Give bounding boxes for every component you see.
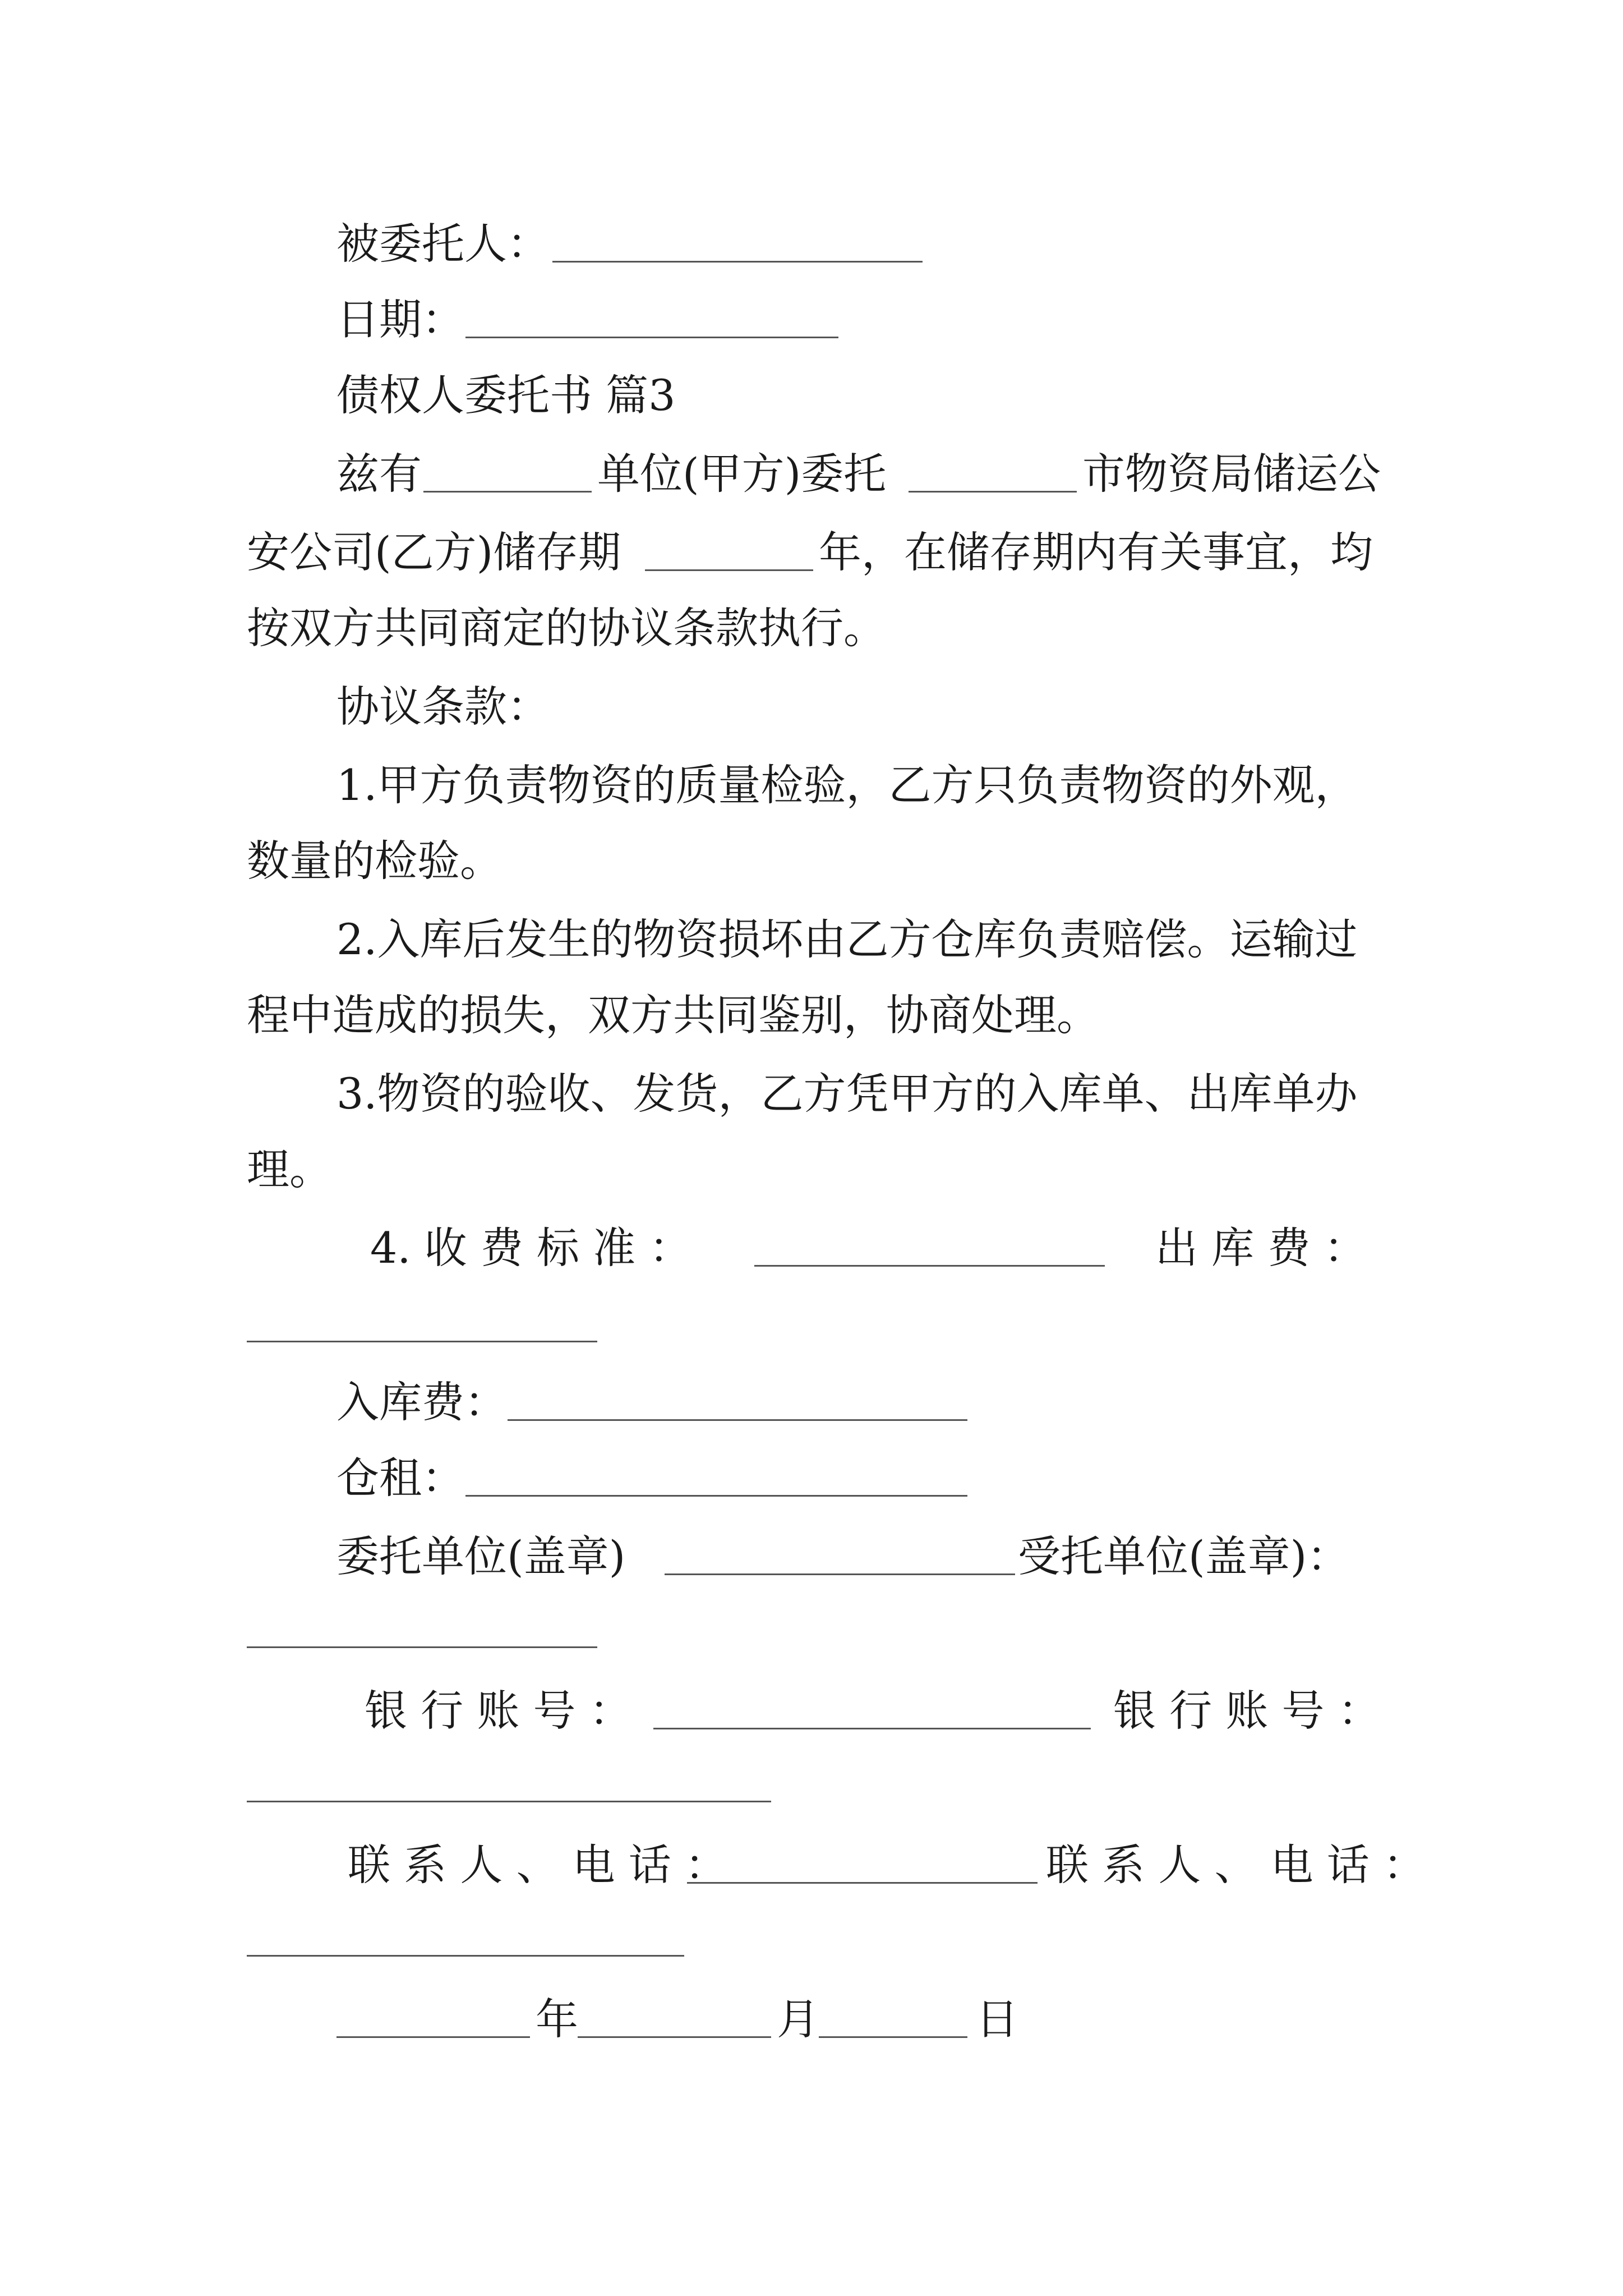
contact-line: [0, 1832, 1623, 1899]
storage-rent-label: 仓租：: [336, 1453, 464, 1503]
intro-line-3: [0, 595, 1623, 662]
term-3-text-1: 3.物资的验收、发货，乙方凭甲方的入库单、出库单办: [336, 1069, 1358, 1119]
city-blank: [909, 491, 1077, 493]
term-1-line-1: [0, 752, 1623, 819]
date-label: 日期：: [336, 295, 464, 344]
date-line: [0, 286, 1623, 353]
term-3-line-2: [0, 1136, 1623, 1203]
storage-rent-blank: [465, 1495, 967, 1497]
term-1-text-1: 1.甲方负责物资的质量检验，乙方只负责物资的外观，: [336, 760, 1358, 810]
trustee-line: [0, 210, 1623, 278]
term-3-text-2: 理。: [247, 1144, 332, 1194]
trustee-blank: [552, 261, 923, 263]
contact-label-1: 联 系 人 、 电 话 ：: [348, 1840, 727, 1890]
intro-text-1b: 单位(甲方)委托: [597, 449, 887, 499]
term-1-line-2: [0, 827, 1623, 895]
date-signature-line: [0, 1986, 1623, 2053]
storage-rent-line: [0, 1444, 1623, 1512]
principal-unit-blank: [423, 491, 592, 493]
year-label: 年: [536, 1994, 578, 2044]
terms-title: 协议条款：: [336, 682, 550, 731]
outbound-fee-blank: [247, 1341, 597, 1342]
fee-standard-blank: [754, 1265, 1105, 1267]
terms-title-line: [0, 673, 1623, 740]
bank-account-blank-1: [653, 1728, 1091, 1729]
outbound-fee-label: 出 库 费 ：: [1155, 1223, 1367, 1273]
section-heading-line: [0, 362, 1623, 429]
month-blank: [578, 2036, 771, 2038]
trustee-label: 被委托人：: [336, 219, 550, 269]
term-2-line-2: [0, 982, 1623, 1049]
intro-text-2a: 安公司(乙方)储存期: [247, 527, 621, 577]
bank-account-blank-2: [247, 1801, 771, 1802]
fee-standard-label: 4. 收 费 标 准 ：: [370, 1223, 692, 1273]
intro-text-1a: 兹有: [336, 449, 422, 499]
term-3-line-1: [0, 1060, 1623, 1128]
principal-unit-label: 委托单位(盖章): [336, 1531, 626, 1581]
inbound-fee-blank: [508, 1419, 967, 1421]
intro-text-3: 按双方共同商定的协议条款执行。: [247, 603, 886, 653]
day-label: 日: [976, 1994, 1018, 2044]
bank-account-label-1: 银 行 账 号 ：: [365, 1686, 632, 1736]
term-1-text-2: 数量的检验。: [247, 836, 502, 886]
bank-account-label-2: 银 行 账 号 ：: [1113, 1686, 1381, 1736]
intro-text-2b: 年，在储存期内有关事宜，均: [819, 527, 1373, 577]
section-heading: 债权人委托书 篇3: [336, 370, 676, 420]
year-blank: [336, 2036, 530, 2038]
principal-unit-seal-blank: [665, 1573, 1015, 1575]
date-blank: [465, 337, 838, 338]
agent-unit-label: 受托单位(盖章)：: [1018, 1531, 1350, 1581]
intro-line-1: [0, 440, 1623, 508]
bank-account-line: [0, 1677, 1623, 1745]
units-line: [0, 1523, 1623, 1590]
month-label: 月: [777, 1994, 819, 2044]
inbound-fee-line: [0, 1369, 1623, 1436]
storage-period-blank: [645, 569, 813, 571]
inbound-fee-label: 入库费：: [336, 1377, 507, 1427]
contact-blank-1: [687, 1882, 1038, 1884]
contact-blank-2: [247, 1955, 684, 1957]
agent-unit-seal-blank: [247, 1646, 597, 1648]
term-2-line-1: [0, 906, 1623, 973]
term-2-text-2: 程中造成的损失，双方共同鉴别，协商处理。: [247, 990, 1099, 1040]
term-2-text-1: 2.入库后发生的物资损坏由乙方仓库负责赔偿。运输过: [336, 914, 1358, 964]
contact-label-2: 联 系 人 、 电 话 ：: [1046, 1840, 1426, 1890]
intro-line-2: [0, 519, 1623, 586]
term-4-line: [0, 1214, 1623, 1282]
day-blank: [819, 2036, 967, 2038]
intro-text-1c: 市物资局储运公: [1082, 449, 1381, 499]
